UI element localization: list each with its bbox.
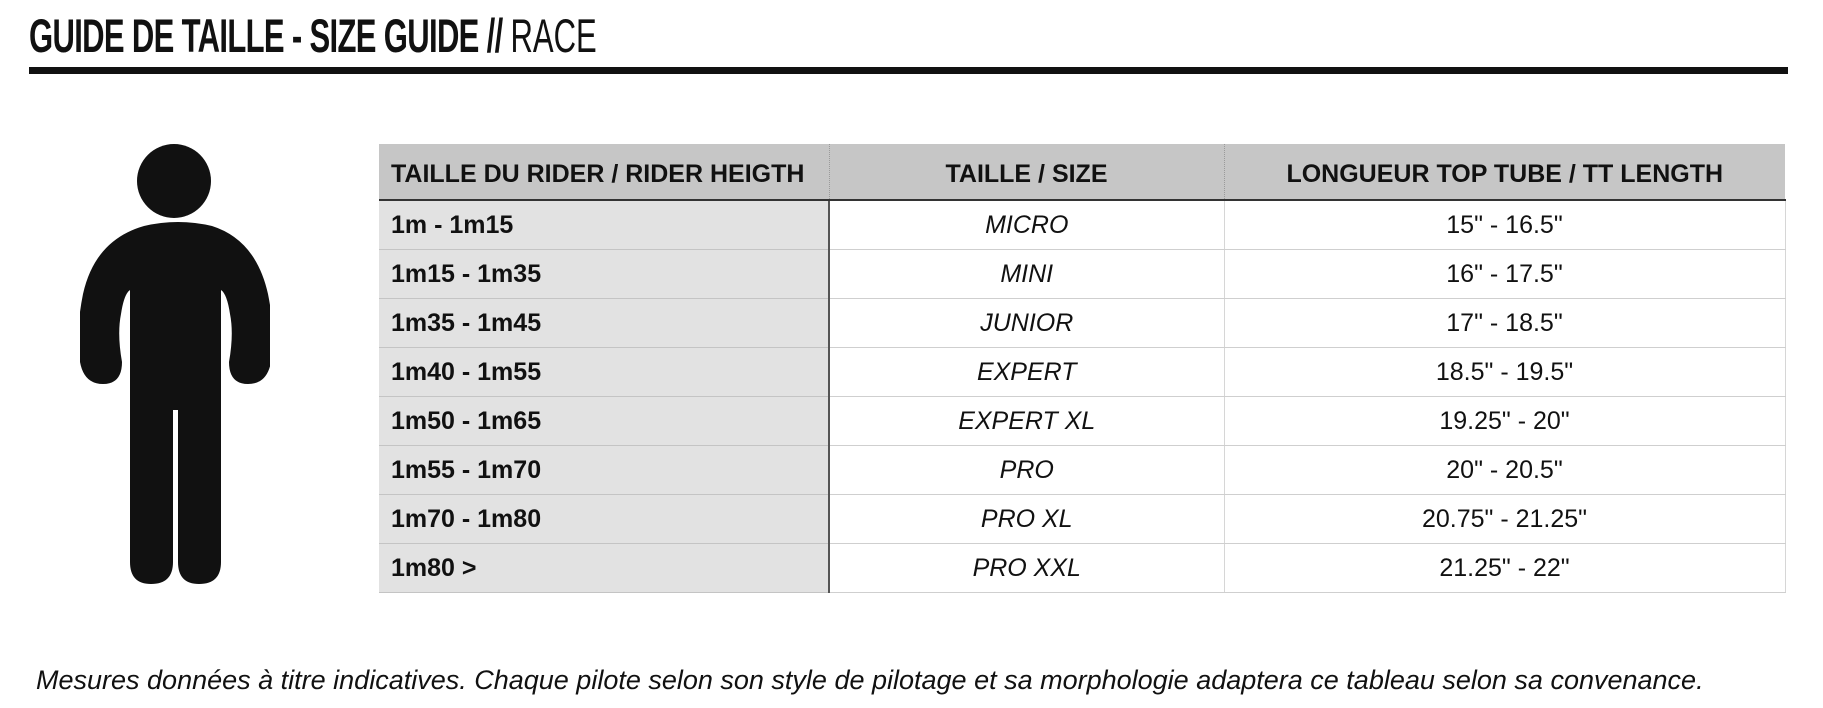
column-header-size: TAILLE / SIZE: [829, 144, 1224, 200]
column-header-rider-height: TAILLE DU RIDER / RIDER HEIGTH: [379, 144, 829, 200]
tt-length-cell: 16" - 17.5": [1224, 250, 1785, 299]
size-cell: MINI: [829, 250, 1224, 299]
rider-height-cell: 1m80 >: [379, 544, 829, 593]
size-cell: JUNIOR: [829, 299, 1224, 348]
title-divider: [29, 67, 1788, 74]
table-row: [379, 250, 1785, 299]
size-table: [379, 144, 1785, 593]
table-row: [379, 299, 1785, 348]
tt-length-cell: 18.5" - 19.5": [1224, 348, 1785, 397]
tt-length-cell: 20.75" - 21.25": [1224, 495, 1785, 544]
rider-height-cell: 1m70 - 1m80: [379, 495, 829, 544]
table-row: [379, 397, 1785, 446]
size-cell: PRO XL: [829, 495, 1224, 544]
page-title-category: RACE: [510, 8, 597, 62]
rider-height-cell: 1m35 - 1m45: [379, 299, 829, 348]
tt-length-cell: 20" - 20.5": [1224, 446, 1785, 495]
size-cell: EXPERT: [829, 348, 1224, 397]
page-title: [29, 2, 597, 68]
rider-height-cell: 1m15 - 1m35: [379, 250, 829, 299]
tt-length-cell: 17" - 18.5": [1224, 299, 1785, 348]
page-title-main: GUIDE DE TAILLE - SIZE GUIDE //: [29, 8, 503, 62]
disclaimer-note: Mesures données à titre indicatives. Chaque pilote selon son style de pilotage et sa morphologie adaptera ce tableau selon sa convenance.: [36, 665, 1704, 695]
size-cell: PRO: [829, 446, 1224, 495]
table-row: [379, 348, 1785, 397]
size-guide-table: [379, 144, 1786, 593]
tt-length-cell: 15" - 16.5": [1224, 200, 1785, 250]
table-row: [379, 200, 1785, 250]
tt-length-cell: 19.25" - 20": [1224, 397, 1785, 446]
size-cell: MICRO: [829, 200, 1224, 250]
table-header-row: [379, 144, 1785, 200]
rider-height-cell: 1m40 - 1m55: [379, 348, 829, 397]
table-row: [379, 544, 1785, 593]
rider-height-cell: 1m50 - 1m65: [379, 397, 829, 446]
column-header-tt-length: LONGUEUR TOP TUBE / TT LENGTH: [1224, 144, 1785, 200]
size-cell: PRO XXL: [829, 544, 1224, 593]
rider-height-cell: 1m55 - 1m70: [379, 446, 829, 495]
table-row: [379, 446, 1785, 495]
person-icon: [80, 144, 270, 588]
rider-height-cell: 1m - 1m15: [379, 200, 829, 250]
tt-length-cell: 21.25" - 22": [1224, 544, 1785, 593]
table-row: [379, 495, 1785, 544]
size-cell: EXPERT XL: [829, 397, 1224, 446]
